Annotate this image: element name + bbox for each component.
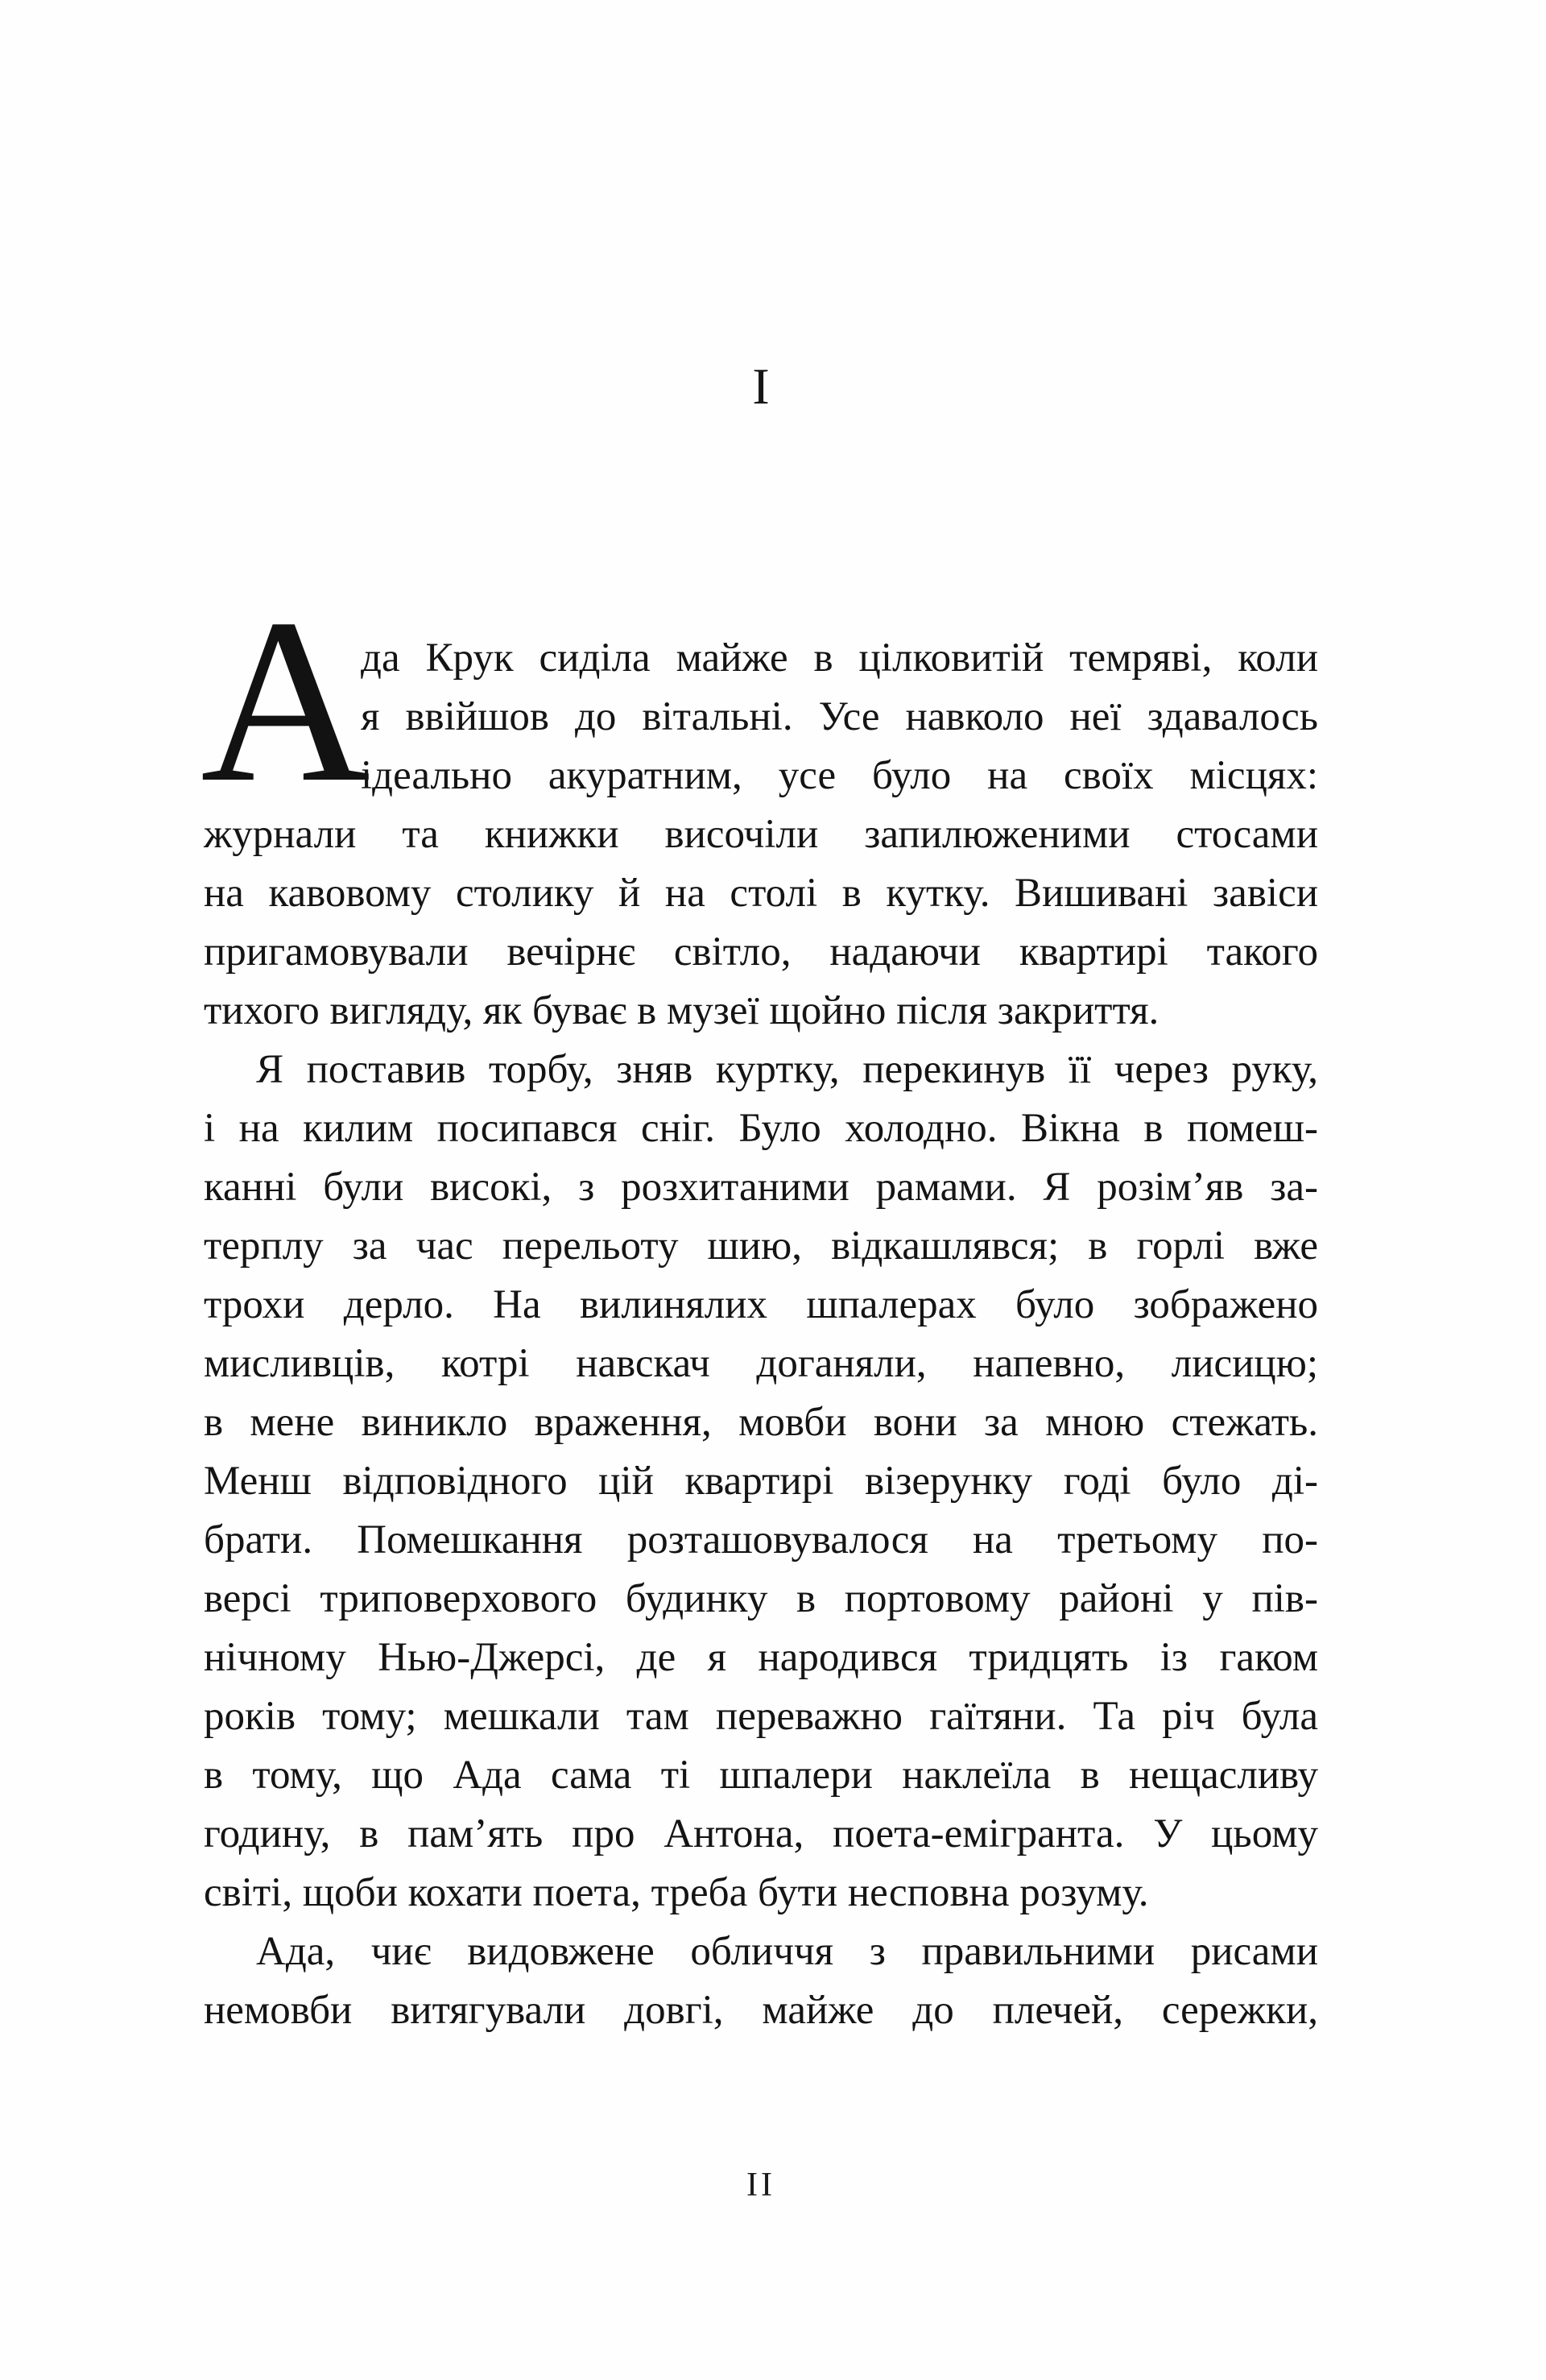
text-line: в мене виникло враження, мовби вони за мною стежать. <box>204 1400 1318 1445</box>
text-block <box>200 571 1318 2040</box>
text-line: немовби витягували довгі, майже до плечей, сережки, <box>204 1988 1318 2033</box>
text-line: ідеально акуратним, усе було на своїх місцях: <box>361 753 1318 798</box>
text-line: Ада, чиє видовжене обличчя з правильними рисами <box>256 1929 1318 1974</box>
text-line: журнали та книжки височіли запилюженими стосами <box>204 812 1318 857</box>
text-line: і на килим посипався сніг. Було холодно. Вікна в помеш- <box>204 1106 1318 1151</box>
text-line: брати. Помешкання розташовувалося на третьому по- <box>204 1517 1318 1563</box>
text-line: версі триповерхового будинку в портовому районі у пів- <box>204 1576 1318 1621</box>
text-line: терплу за час перельоту шию, відкашлявся; в горлі вже <box>204 1223 1318 1269</box>
text-line: да Крук сиділа майже в цілковитій темряві, коли <box>361 635 1318 681</box>
text-line: канні були високі, з розхитаними рамами. Я розім’яв за- <box>204 1165 1318 1210</box>
drop-cap: А <box>200 571 370 831</box>
page-number: II <box>746 2167 775 2204</box>
paragraph <box>204 1041 1318 1923</box>
text-line: років тому; мешкали там переважно гаїтяни. Та річ була <box>204 1694 1318 1739</box>
text-line: Менш відповідного цій квартирі візерунку годі було ді- <box>204 1459 1318 1504</box>
paragraph <box>204 1923 1318 2040</box>
text-line: нічному Нью-Джерсі, де я народився тридцять із гаком <box>204 1635 1318 1680</box>
paragraph <box>200 571 1318 1041</box>
text-line: мисливців, котрі навскач доганяли, напевно, лисицю; <box>204 1341 1318 1386</box>
text-line: я ввійшов до вітальні. Усе навколо неї здавалось <box>361 694 1318 739</box>
text-line: в тому, що Ада сама ті шпалери наклеїла в нещасливу <box>204 1753 1318 1798</box>
chapter-heading: I <box>752 358 770 415</box>
text-line: світі, щоби кохати поета, треба бути несповна розуму. <box>204 1870 1149 1915</box>
text-line: на кавовому столику й на столі в кутку. Вишивані завіси <box>204 871 1318 916</box>
text-line: пригамовували вечірнє світло, надаючи квартирі такого <box>204 929 1318 975</box>
text-line: Я поставив торбу, зняв куртку, перекинув її через руку, <box>256 1047 1318 1092</box>
text-line: годину, в пам’ять про Антона, поета-емігранта. У цьому <box>204 1811 1318 1856</box>
text-line: трохи дерло. На вилинялих шпалерах було зображено <box>204 1282 1318 1327</box>
text-line: тихого вигляду, як буває в музеї щойно після закриття. <box>204 988 1160 1033</box>
